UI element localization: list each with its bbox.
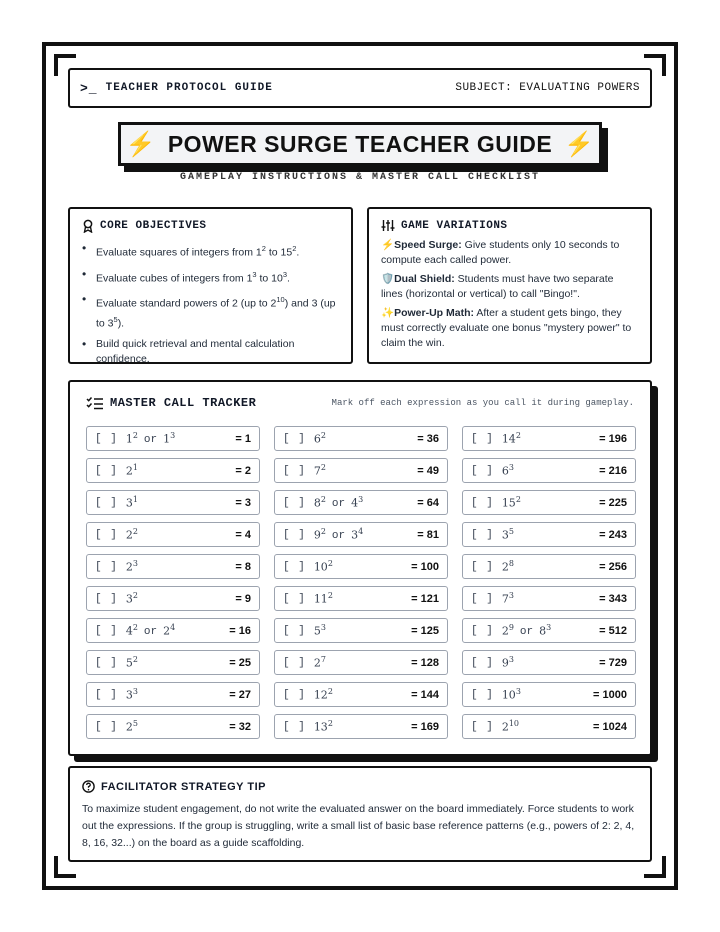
power-expression [502,591,514,606]
checkbox-bracket[interactable]: [ ] [95,464,118,477]
power-value: = 125 [411,624,439,637]
power-value: = 100 [411,560,439,573]
power-value: = 343 [599,592,627,605]
power-exponent: 3 [358,494,364,504]
page-title: POWER SURGE TEACHER GUIDE [167,130,553,157]
power-exponent: 2 [132,527,138,537]
power-base: 2 [125,720,133,734]
power-expression [314,655,326,670]
power-exponent: 2 [327,687,333,697]
power-base: 3 [125,592,133,606]
or-word: or [519,626,534,639]
power-base: 2 [125,528,133,542]
core-objectives-heading: CORE OBJECTIVES [100,220,207,232]
power-expression [126,687,138,702]
call-cell[interactable] [274,682,448,707]
checkbox-bracket[interactable]: [ ] [471,592,494,605]
call-expression [95,719,138,734]
power-exponent: 7 [320,655,326,665]
header-bar [68,68,652,108]
call-grid [86,426,636,739]
power-expression [314,431,326,446]
variation-text: After a student gets bingo, they must correctly evaluate one bonus "mystery power" to claim the win. [381,307,632,349]
power-exponent: 1 [132,495,138,505]
objective-exponent: 2 [292,244,297,253]
power-exponent: 2 [132,591,138,601]
call-expression [95,495,138,510]
power-base: 3 [125,688,133,702]
power-expression [314,623,326,638]
call-cell[interactable] [462,554,636,579]
power-exponent: 3 [515,687,521,697]
variation-name: Power-Up Math: [394,307,474,319]
call-cell[interactable] [274,714,448,739]
terminal-prompt-icon: >_ [80,80,98,96]
checkbox-bracket[interactable]: [ ] [283,624,306,637]
call-cell[interactable] [86,522,260,547]
call-expression [471,431,521,446]
power-base: 3 [501,528,509,542]
power-expression [126,655,138,670]
page-subtitle: GAMEPLAY INSTRUCTIONS & MASTER CALL CHECKLIST [179,172,541,183]
checkbox-bracket[interactable]: [ ] [471,464,494,477]
checkbox-bracket[interactable]: [ ] [95,560,118,573]
power-expression [126,623,175,639]
checkbox-bracket[interactable]: [ ] [95,592,118,605]
power-base: 11 [313,592,328,606]
power-base: 2 [163,624,171,638]
power-base: 3 [351,528,359,542]
variation-name: Speed Surge: [394,239,462,251]
checkbox-bracket[interactable]: [ ] [283,720,306,733]
power-expression [126,559,138,574]
power-expression [502,623,551,639]
power-value: = 243 [599,528,627,541]
call-expression [95,623,175,639]
power-base: 2 [501,720,509,734]
power-expression [314,463,326,478]
power-exponent: 3 [508,591,514,601]
call-cell[interactable] [86,458,260,483]
core-objectives-card [68,207,353,364]
checkbox-bracket[interactable]: [ ] [471,560,494,573]
power-value: = 32 [229,720,251,733]
call-cell[interactable] [86,618,260,643]
sliders-icon [381,219,395,232]
power-base: 5 [313,624,321,638]
power-exponent: 2 [132,622,138,632]
power-base: 15 [501,496,516,510]
or-word: or [143,626,158,639]
checkbox-bracket[interactable]: [ ] [95,688,118,701]
call-cell[interactable] [462,618,636,643]
checkbox-bracket[interactable]: [ ] [95,528,118,541]
power-value: = 49 [417,464,439,477]
power-base: 2 [125,464,133,478]
power-expression [314,591,333,606]
objective-item [82,241,339,261]
call-expression [471,495,521,510]
master-call-tracker-card [68,380,652,756]
call-cell[interactable] [462,522,636,547]
call-cell[interactable] [274,650,448,675]
tip-heading: FACILITATOR STRATEGY TIP [101,780,266,793]
award-ribbon-icon [82,219,94,233]
call-cell[interactable] [462,650,636,675]
power-exponent: 3 [508,463,514,473]
variation-name: Dual Shield: [394,273,455,285]
objective-text: to 10 [256,272,283,284]
power-exponent: 4 [170,622,176,632]
objective-item [82,267,339,287]
checkbox-bracket[interactable]: [ ] [471,720,494,733]
power-exponent: 3 [132,559,138,569]
power-expression [126,431,175,447]
call-cell[interactable] [274,490,448,515]
call-expression [471,655,514,670]
variation-item [381,238,638,268]
power-base: 7 [313,464,321,478]
checkbox-bracket[interactable]: [ ] [283,656,306,669]
checkbox-bracket[interactable]: [ ] [283,592,306,605]
checkbox-bracket[interactable]: [ ] [283,560,306,573]
power-expression [502,687,521,702]
call-cell[interactable] [462,426,636,451]
power-value: = 3 [235,496,251,509]
call-expression [95,591,138,606]
checkbox-bracket[interactable]: [ ] [471,656,494,669]
power-value: = 2 [235,464,251,477]
game-variations-heading: GAME VARIATIONS [401,219,508,232]
call-expression [283,527,363,543]
call-expression [283,623,326,638]
power-base: 7 [501,592,509,606]
power-value: = 1 [235,432,251,445]
call-expression [95,527,138,542]
facilitator-tip-card [68,766,652,862]
power-value: = 1024 [593,720,627,733]
call-cell[interactable] [86,682,260,707]
power-exponent: 2 [320,526,326,536]
call-expression [283,495,363,511]
power-expression [314,559,333,574]
or-word: or [331,498,346,511]
question-circle-icon [82,780,95,793]
variation-item [381,272,638,302]
checkbox-bracket[interactable]: [ ] [95,496,118,509]
call-expression [471,719,519,734]
header-subject: SUBJECT: EVALUATING POWERS [455,82,640,94]
power-value: = 25 [229,656,251,669]
power-expression [502,431,521,446]
objective-exponent: 2 [261,244,266,253]
objective-exponent: 3 [252,269,257,279]
call-cell[interactable] [462,682,636,707]
call-cell[interactable] [86,490,260,515]
power-expression [314,687,333,702]
header-label: TEACHER PROTOCOL GUIDE [105,82,273,94]
power-exponent: 9 [508,622,514,632]
power-base: 12 [313,688,328,702]
objective-item [82,337,339,367]
objective-item [82,292,339,331]
objective-text: to 15 [265,246,293,259]
power-exponent: 2 [327,719,333,729]
power-value: = 8 [235,560,251,573]
power-exponent: 2 [132,430,138,440]
power-expression [502,463,514,478]
power-value: = 169 [411,720,439,733]
power-base: 8 [539,624,547,638]
objective-text: . [296,246,300,259]
call-expression [283,431,326,446]
power-value: = 121 [411,592,439,605]
checkbox-bracket[interactable]: [ ] [471,528,494,541]
power-value: = 9 [235,592,251,605]
variation-icon: ⚡ [381,239,395,251]
checkbox-bracket[interactable]: [ ] [283,432,306,445]
checkbox-bracket[interactable]: [ ] [471,496,494,509]
power-value: = 4 [235,528,251,541]
power-value: = 512 [599,624,627,637]
checkbox-bracket[interactable]: [ ] [283,688,306,701]
call-cell[interactable] [274,522,448,547]
call-expression [283,719,333,734]
objective-text: Build quick retrieval and mental calculation confidence. [96,338,295,365]
power-base: 2 [501,560,509,574]
call-expression [95,559,138,574]
checklist-icon [86,396,104,410]
power-exponent: 3 [320,623,326,633]
power-base: 14 [501,432,516,446]
power-base: 1 [163,432,171,446]
power-exponent: 3 [508,655,514,665]
call-cell[interactable] [462,586,636,611]
power-base: 6 [313,432,321,446]
objective-text: Evaluate cubes of integers from 1 [96,272,253,284]
checkbox-bracket[interactable]: [ ] [95,432,118,445]
call-expression [283,559,333,574]
power-value: = 144 [411,688,439,701]
call-cell[interactable] [274,426,448,451]
power-base: 6 [501,464,509,478]
title-banner [118,122,602,166]
power-exponent: 2 [515,431,521,441]
power-exponent: 2 [132,655,138,665]
power-value: = 1000 [593,688,627,701]
objective-exponent: 10 [276,295,285,304]
objective-text: ) and 3 (up to 3 [96,297,336,329]
power-exponent: 3 [170,430,176,440]
power-expression [126,591,138,606]
power-base: 10 [501,688,516,702]
power-expression [126,719,138,734]
power-value: = 196 [599,432,627,445]
call-expression [471,591,514,606]
power-base: 4 [125,624,133,638]
power-base: 9 [313,528,321,542]
power-exponent: 3 [132,687,138,697]
power-expression [502,655,514,670]
objective-text: Evaluate squares of integers from 1 [96,246,262,259]
variation-item [381,306,638,351]
call-cell[interactable] [274,554,448,579]
call-expression [95,655,138,670]
checkbox-bracket[interactable]: [ ] [283,464,306,477]
call-expression [471,463,514,478]
power-base: 13 [313,720,328,734]
power-exponent: 10 [508,719,519,729]
power-expression [126,463,138,478]
call-cell[interactable] [462,490,636,515]
power-exponent: 4 [358,526,364,536]
checkbox-bracket[interactable]: [ ] [95,720,118,733]
power-exponent: 2 [327,591,333,601]
call-cell[interactable] [86,426,260,451]
tracker-heading: MASTER CALL TRACKER [110,396,257,410]
checkbox-bracket[interactable]: [ ] [95,624,118,637]
power-value: = 36 [417,432,439,445]
variation-icon: ✨ [381,307,395,319]
power-base: 3 [125,496,133,510]
power-exponent: 5 [508,527,514,537]
power-base: 2 [313,656,321,670]
objective-text: . [287,272,290,284]
call-expression [95,431,175,447]
checkbox-bracket[interactable]: [ ] [283,528,306,541]
power-value: = 16 [229,624,251,637]
checkbox-bracket[interactable]: [ ] [471,432,494,445]
power-value: = 729 [599,656,627,669]
power-value: = 27 [229,688,251,701]
power-base: 2 [501,624,509,638]
variation-text: Give students only 10 seconds to compute each called power. [381,239,620,266]
power-base: 1 [125,432,133,446]
call-cell[interactable] [462,458,636,483]
variation-text: Students must have two separate lines (horizontal or vertical) to call "Bingo!". [381,273,614,300]
objective-text: ). [117,317,125,329]
call-expression [95,463,138,478]
call-cell[interactable] [462,714,636,739]
power-exponent: 2 [320,463,326,473]
call-expression [471,687,521,702]
objectives-list [82,241,339,367]
power-exponent: 3 [546,622,552,632]
call-expression [283,687,333,702]
power-exponent: 2 [320,431,326,441]
power-value: = 225 [599,496,627,509]
objective-exponent: 3 [282,269,288,279]
power-base: 5 [125,656,133,670]
call-expression [471,559,514,574]
call-cell[interactable] [86,714,260,739]
variations-list [381,238,638,351]
checkbox-bracket[interactable]: [ ] [95,656,118,669]
power-exponent: 2 [515,495,521,505]
tracker-note: Mark off each expression as you call it during gameplay. [331,398,634,408]
power-expression [502,527,514,542]
power-exponent: 1 [132,463,138,473]
power-base: 2 [125,560,133,574]
power-value: = 81 [417,528,439,541]
power-exponent: 2 [327,559,333,569]
call-expression [471,623,551,639]
or-word: or [331,530,346,543]
variation-icon: 🛡️ [381,273,395,285]
call-cell[interactable] [86,586,260,611]
objective-text: Evaluate standard powers of 2 (up to 2 [96,297,277,310]
power-expression [126,527,138,542]
power-exponent: 5 [132,719,138,729]
power-expression [502,495,521,510]
power-value: = 64 [417,496,439,509]
checkbox-bracket[interactable]: [ ] [471,624,494,637]
call-expression [283,655,326,670]
power-expression [126,495,138,510]
call-cell[interactable] [86,650,260,675]
call-expression [471,527,514,542]
power-expression [314,719,333,734]
power-base: 9 [501,656,509,670]
lightning-bolt-icon: ⚡ [125,130,156,158]
power-expression [314,527,363,543]
checkbox-bracket[interactable]: [ ] [471,688,494,701]
power-expression [502,719,519,734]
call-cell[interactable] [274,586,448,611]
lightning-bolt-icon: ⚡ [564,130,595,158]
objective-exponent: 5 [113,314,118,324]
power-expression [502,559,514,574]
power-base: 10 [313,560,328,574]
checkbox-bracket[interactable]: [ ] [283,496,306,509]
tip-text: To maximize student engagement, do not write the evaluated answer on the board immediately. Force students to work out the expressions. If the group is struggling, write a small list of basic base reference patterns (e.g., powers of 2: 2, 4, 8, 16, 32...) on the board as a guide scaffolding. [82,803,635,849]
call-expression [283,463,326,478]
power-value: = 256 [599,560,627,573]
call-expression [95,687,138,702]
game-variations-card [367,207,652,364]
call-cell[interactable] [274,458,448,483]
power-base: 4 [351,496,359,510]
power-exponent: 2 [320,494,326,504]
power-exponent: 8 [508,559,514,569]
power-base: 8 [313,496,321,510]
call-cell[interactable] [86,554,260,579]
power-expression [314,495,363,511]
power-value: = 128 [411,656,439,669]
call-expression [283,591,333,606]
power-value: = 216 [599,464,627,477]
or-word: or [143,434,158,447]
call-cell[interactable] [274,618,448,643]
